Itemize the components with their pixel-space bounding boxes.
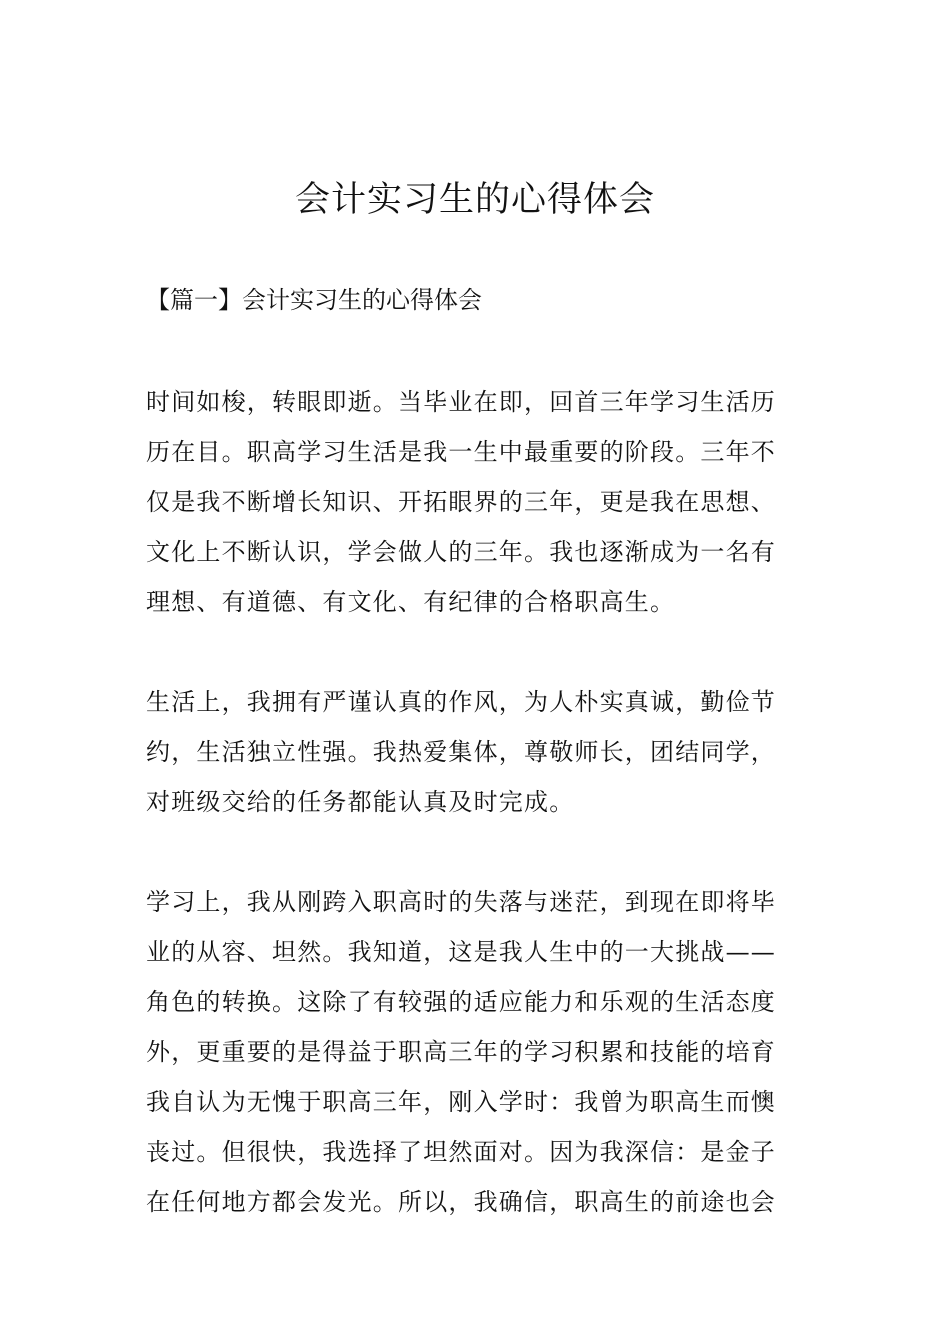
paragraph-line: 业的从容、坦然。我知道，这是我人生中的一大挑战—— xyxy=(146,938,776,966)
paragraph-line: 在任何地方都会发光。所以，我确信，职高生的前途也会 xyxy=(146,1188,776,1216)
paragraph-line: 时间如梭，转眼即逝。当毕业在即，回首三年学习生活历 xyxy=(146,388,776,416)
paragraph-line: 角色的转换。这除了有较强的适应能力和乐观的生活态度 xyxy=(146,988,776,1016)
paragraph-line: 文化上不断认识，学会做人的三年。我也逐渐成为一名有 xyxy=(146,538,776,566)
paragraph-line: 仅是我不断增长知识、开拓眼界的三年，更是我在思想、 xyxy=(146,488,776,516)
paragraph-line: 生活上，我拥有严谨认真的作风，为人朴实真诚，勤俭节 xyxy=(146,688,776,716)
paragraph-line: 历在目。职高学习生活是我一生中最重要的阶段。三年不 xyxy=(146,438,776,466)
paragraph-1 xyxy=(146,377,806,627)
paragraph-line: 对班级交给的任务都能认真及时完成。 xyxy=(146,788,575,816)
paragraph-2 xyxy=(146,677,806,827)
paragraph-line: 约，生活独立性强。我热爱集体，尊敬师长，团结同学， xyxy=(146,738,776,766)
section-heading: 【篇一】会计实习生的心得体会 xyxy=(146,286,482,314)
paragraph-line: 我自认为无愧于职高三年，刚入学时：我曾为职高生而懊 xyxy=(146,1088,776,1116)
paragraph-line: 外，更重要的是得益于职高三年的学习积累和技能的培育 xyxy=(146,1038,776,1066)
document-title: 会计实习生的心得体会 xyxy=(294,180,655,220)
paragraph-line: 学习上，我从刚跨入职高时的失落与迷茫，到现在即将毕 xyxy=(146,888,776,916)
paragraph-line: 丧过。但很快，我选择了坦然面对。因为我深信：是金子 xyxy=(146,1138,776,1166)
paragraph-line: 理想、有道德、有文化、有纪律的合格职高生。 xyxy=(146,588,676,616)
paragraph-3 xyxy=(146,877,806,1227)
